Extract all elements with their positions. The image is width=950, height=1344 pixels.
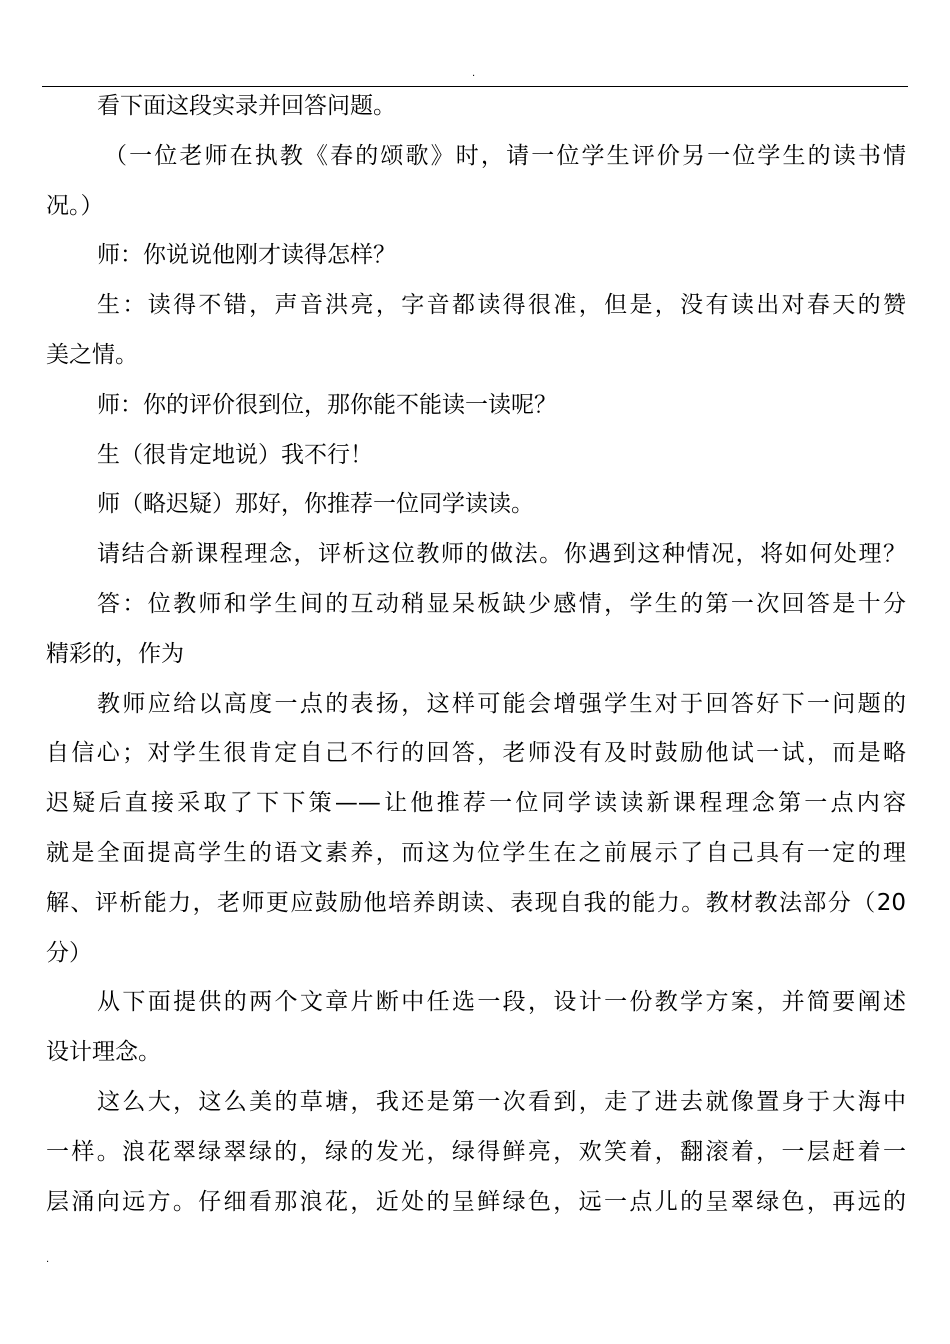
text-line: 自信心；对学生很肯定自己不行的回答，老师没有及时鼓励他试一试，而是略 <box>46 740 906 767</box>
text-line: 美之情。 <box>46 341 138 368</box>
text-line: 这么大，这么美的草塘，我还是第一次看到，走了进去就像置身于大海中 <box>97 1088 906 1115</box>
text-line: 师：你的评价很到位，那你能不能读一读呢？ <box>97 391 557 418</box>
text-line: 答：位教师和学生间的互动稍显呆板缺少感情，学生的第一次回答是十分 <box>97 590 906 617</box>
text-line: 解、评析能力，老师更应鼓励他培养朗读、表现自我的能力。教材教法部分（20 <box>46 889 906 916</box>
text-line: 分） <box>46 939 92 966</box>
footer-mark: . <box>46 1254 50 1265</box>
text-line: 看下面这段实录并回答问题。 <box>97 93 396 119</box>
header-mark: . <box>472 68 476 79</box>
text-line: 一样。浪花翠绿翠绿的，绿的发光，绿得鲜亮，欢笑着，翻滚着，一层赶着一 <box>46 1138 906 1165</box>
text-line: 况。） <box>46 192 104 219</box>
text-line: 迟疑后直接采取了下下策——让他推荐一位同学读读新课程理念第一点内容 <box>46 790 906 817</box>
text-line: 设计理念。 <box>46 1039 161 1066</box>
text-line: 师（略迟疑）那好，你推荐一位同学读读。 <box>97 491 534 518</box>
text-line: 就是全面提高学生的语文素养，而这为位学生在之前展示了自己具有一定的理 <box>46 839 906 866</box>
text-line: 教师应给以高度一点的表扬，这样可能会增强学生对于回答好下一问题的 <box>97 690 906 717</box>
text-line: 从下面提供的两个文章片断中任选一段，设计一份教学方案，并简要阐述 <box>97 989 906 1016</box>
text-line: （一位老师在执教《春的颂歌》时，请一位学生评价另一位学生的读书情 <box>104 142 906 169</box>
document-body <box>46 82 906 1227</box>
text-line: 层涌向远方。仔细看那浪花，近处的呈鲜绿色，远一点儿的呈翠绿色，再远的 <box>46 1188 906 1215</box>
text-line: 生（很肯定地说）我不行！ <box>97 441 373 468</box>
text-line: 师：你说说他刚才读得怎样？ <box>97 242 396 269</box>
text-line: 精彩的，作为 <box>46 640 184 667</box>
text-line: 请结合新课程理念，评析这位教师的做法。你遇到这种情况，将如何处理？ <box>97 541 906 568</box>
text-line: 生：读得不错，声音洪亮，字音都读得很准，但是，没有读出对春天的赞 <box>97 292 906 319</box>
